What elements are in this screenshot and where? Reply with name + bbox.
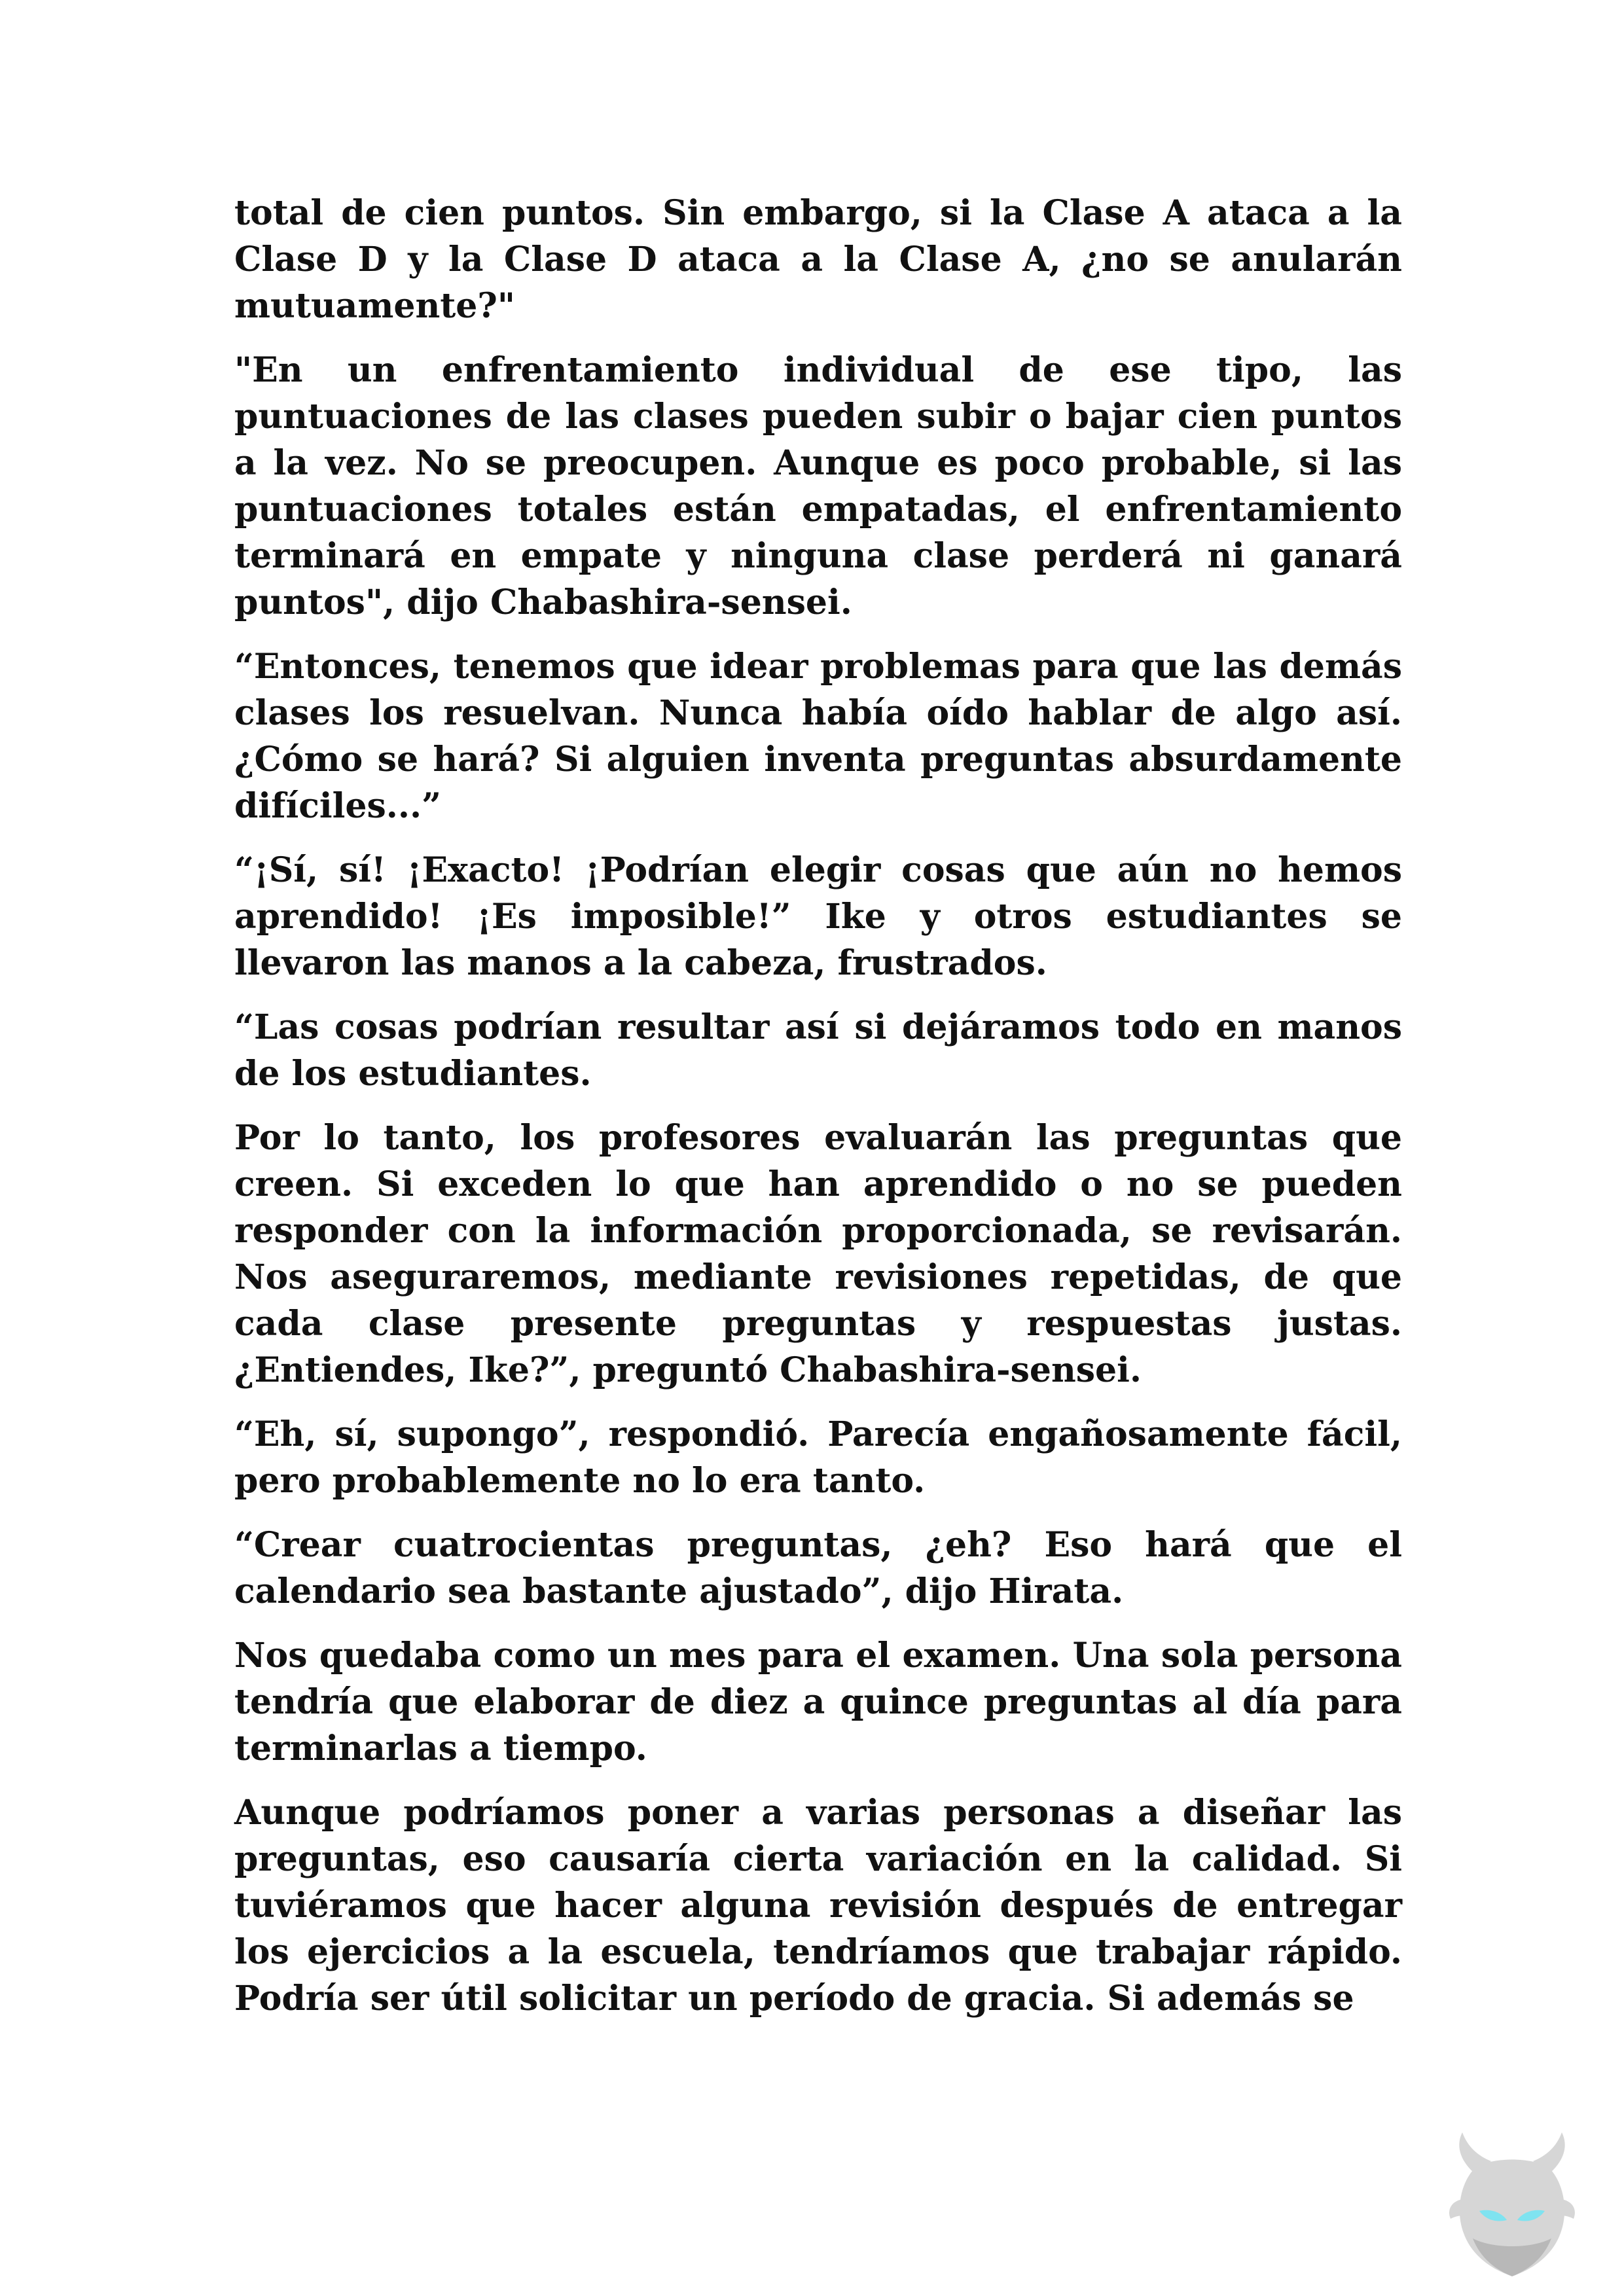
paragraph: "En un enfrentamiento individual de ese tipo, las puntuaciones de las clases pueden subir o bajar cien puntos a la vez. No se preocupen. Aunque es poco probable, si las puntuaciones totales están empatadas, el enfrentamiento terminará en empate y ninguna clase perderá ni ganará puntos", dijo Chabashira-sensei. (234, 350, 1402, 622)
paragraph: “Crear cuatrocientas preguntas, ¿eh? Eso hará que el calendario sea bastante ajustado”, dijo Hirata. (234, 1525, 1402, 1611)
paragraph: “¡Sí, sí! ¡Exacto! ¡Podrían elegir cosas que aún no hemos aprendido! ¡Es imposible!” Ike y otros estudiantes se llevaron las manos a la cabeza, frustrados. (234, 850, 1402, 983)
paragraph: total de cien puntos. Sin embargo, si la Clase A ataca a la Clase D y la Clase D ataca a la Clase A, ¿no se anularán mutuamente?" (234, 193, 1402, 326)
paragraph: “Entonces, tenemos que idear problemas para que las demás clases los resuelvan. Nunca había oído hablar de algo así. ¿Cómo se hará? Si alguien inventa preguntas absurdamente difíciles...” (234, 647, 1402, 826)
body-text (234, 190, 1402, 2039)
demon-head-icon (1434, 2127, 1591, 2284)
paragraph: Nos quedaba como un mes para el examen. Una sola persona tendría que elaborar de diez a quince preguntas al día para terminarlas a tiempo. (234, 1636, 1402, 1768)
paragraph: Aunque podríamos poner a varias personas a diseñar las preguntas, eso causaría cierta variación en la calidad. Si tuviéramos que hacer alguna revisión después de entregar los ejercicios a la escuela, tendríamos que trabajar rápido. Podría ser útil solicitar un período de gracia. Si además se (234, 1793, 1402, 2018)
paragraph: “Eh, sí, supongo”, respondió. Parecía engañosamente fácil, pero probablemente no lo era tanto. (234, 1414, 1402, 1501)
paragraph: Por lo tanto, los profesores evaluarán las preguntas que creen. Si exceden lo que han aprendido o no se pueden responder con la información proporcionada, se revisarán. Nos aseguraremos, mediante revisiones repetidas, de que cada clase presente preguntas y respuestas justas. ¿Entiendes, Ike?”, preguntó Chabashira-sensei. (234, 1118, 1402, 1390)
paragraph: “Las cosas podrían resultar así si dejáramos todo en manos de los estudiantes. (234, 1007, 1402, 1094)
